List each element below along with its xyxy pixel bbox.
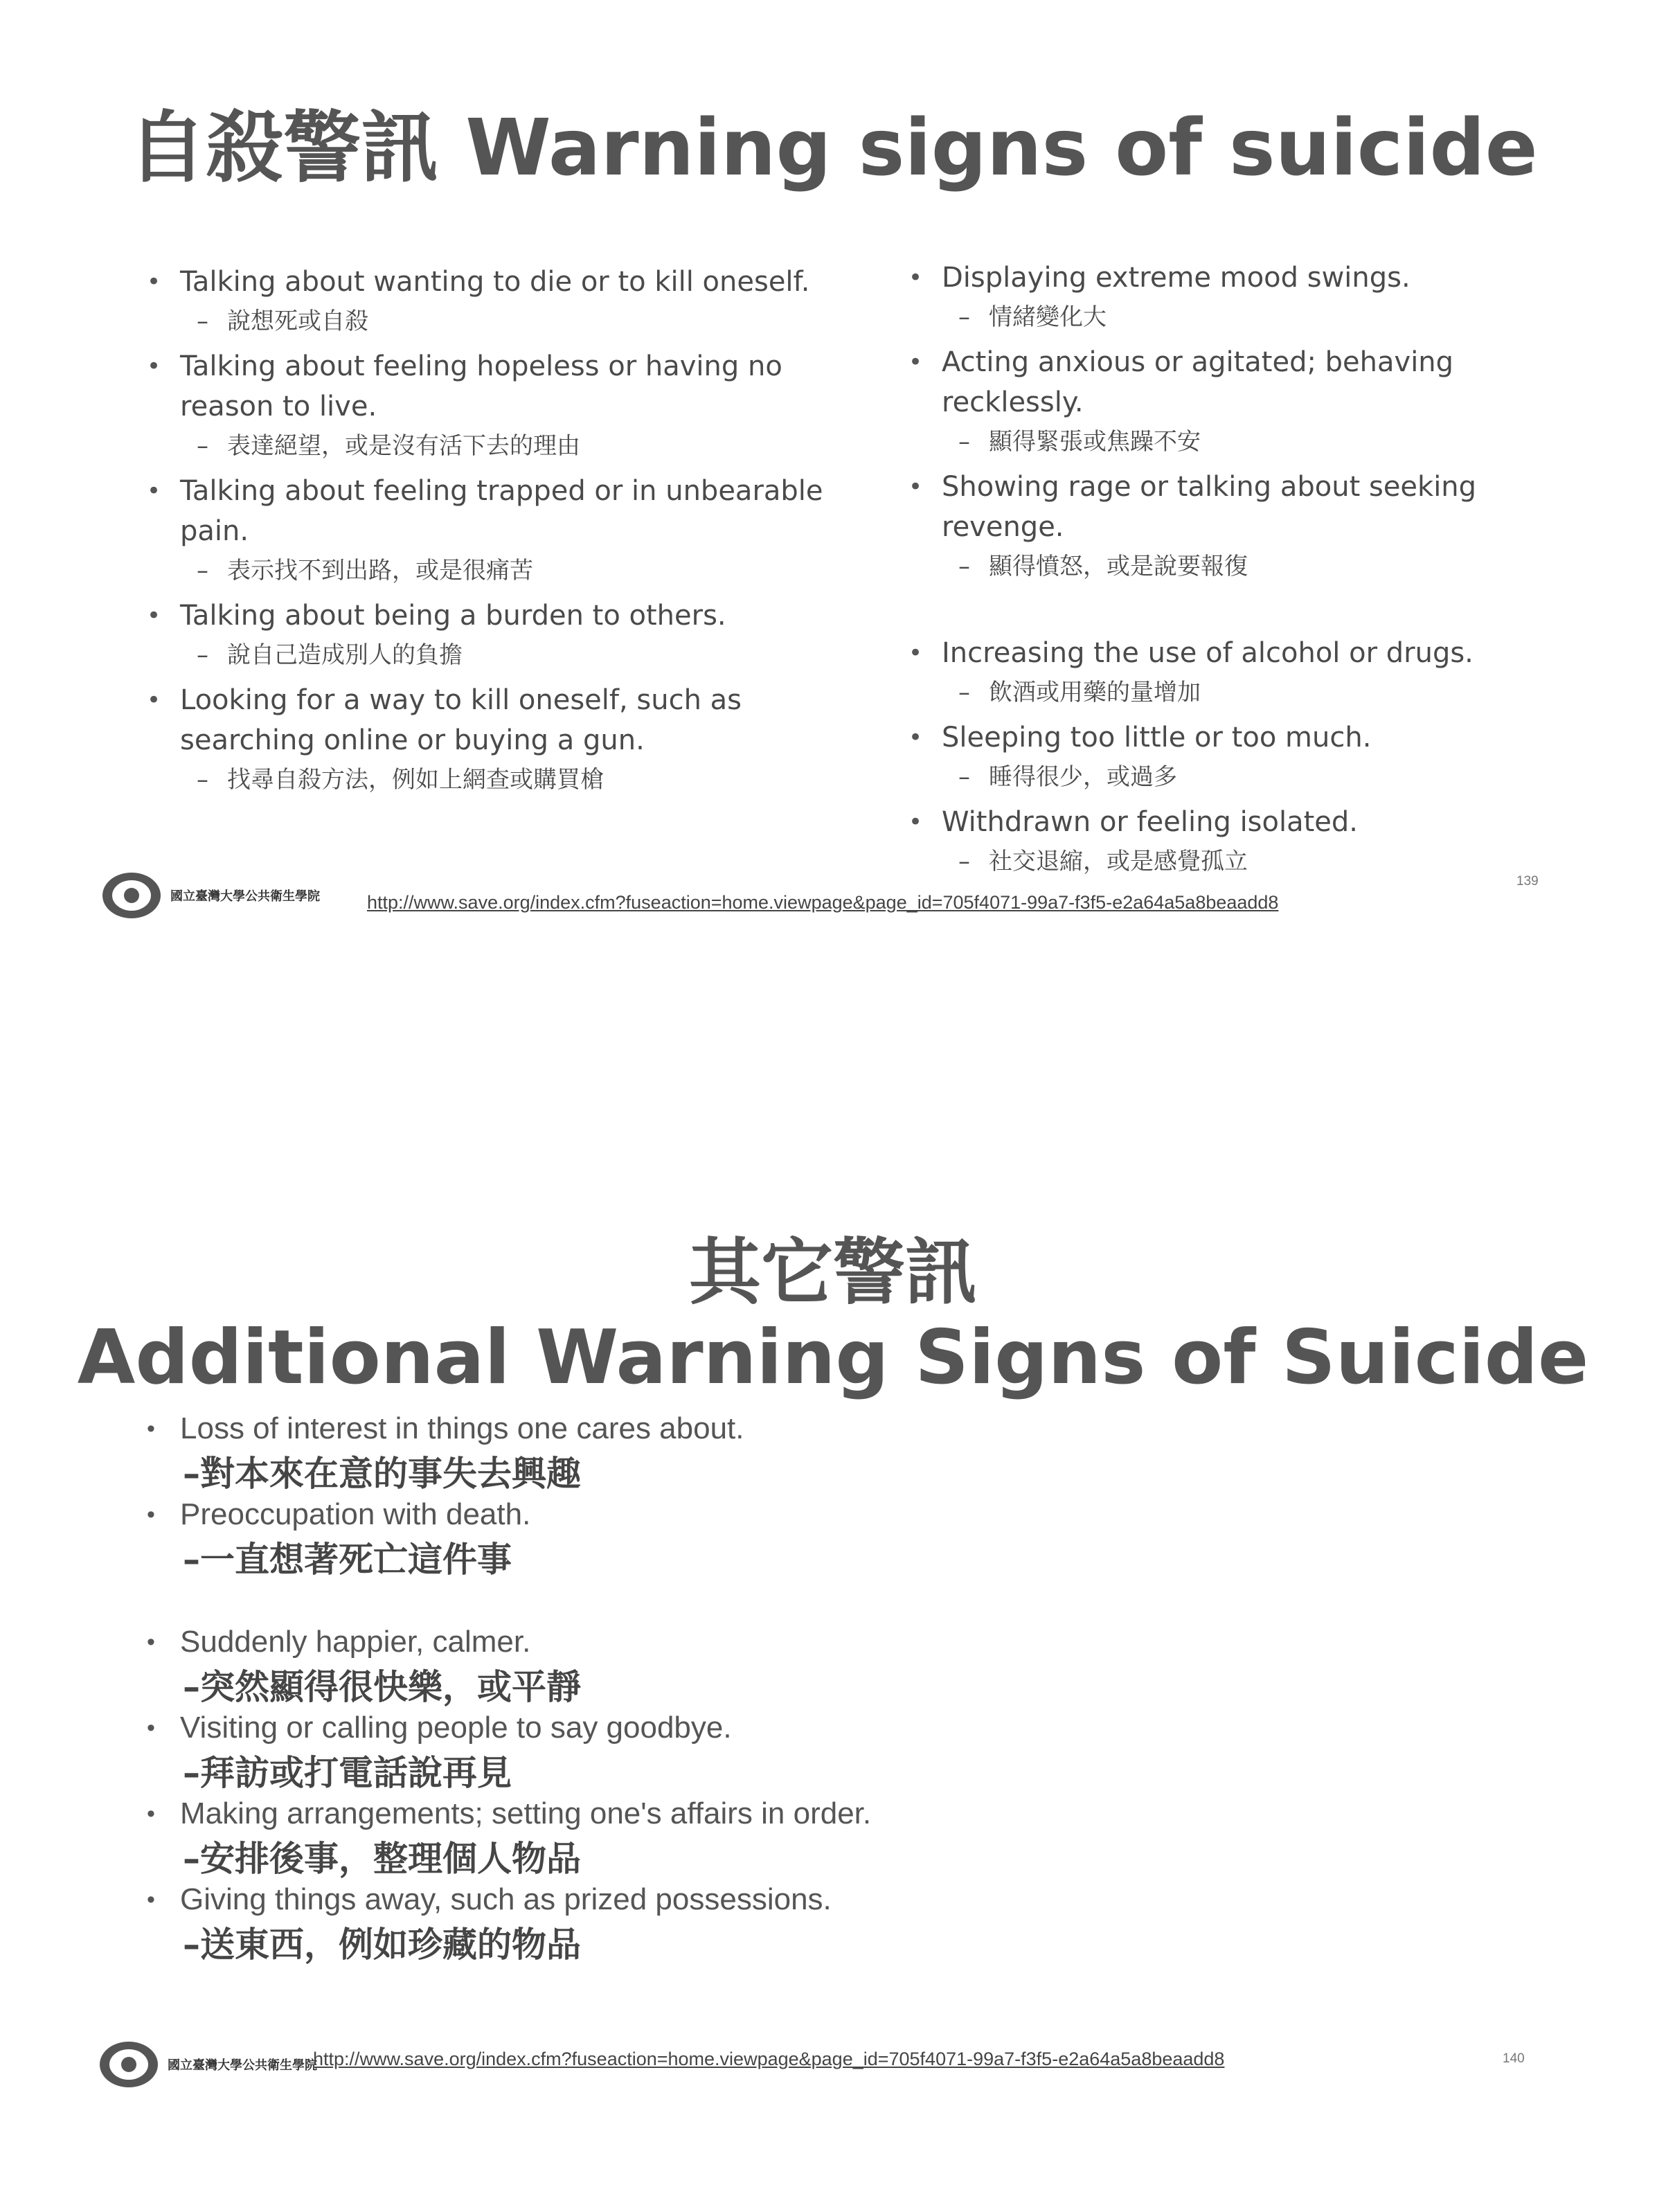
item-english: • Showing rage or talking about seeking revenge. — [908, 467, 1510, 547]
item-english: • Displaying extreme mood swings. — [908, 258, 1532, 298]
item-english: • Talking about wanting to die or to kill oneself. — [147, 262, 839, 302]
item-chinese: – 飲酒或用藥的量增加 — [958, 679, 1201, 706]
item-english: • Preoccupation with death. — [147, 1493, 1462, 1536]
slide-title-chinese: 其它警訊 — [688, 1230, 977, 1314]
slide-140 — [0, 1108, 1666, 2188]
page-number: 140 — [1503, 2051, 1525, 2066]
list-item — [147, 1621, 1462, 1711]
item-chinese: – 情緒變化大 — [958, 303, 1107, 331]
list-item — [908, 802, 1532, 881]
item-english: • Suddenly happier, calmer. — [147, 1621, 1462, 1664]
list-item — [908, 633, 1532, 712]
item-chinese: –突然顯得很快樂，或平靜 — [183, 1667, 581, 1707]
slide-139 — [0, 0, 1666, 970]
seal-icon — [100, 2042, 158, 2087]
item-chinese: – 社交退縮，或是感覺孤立 — [958, 848, 1248, 875]
item-english: • Talking about feeling trapped or in unbearable pain. — [147, 471, 845, 551]
item-english: • Making arrangements; setting one's affairs in order. — [147, 1792, 1462, 1835]
list-item — [147, 596, 839, 675]
item-english: • Sleeping too little or too much. — [908, 717, 1532, 758]
list-item — [147, 680, 839, 799]
item-chinese: – 顯得憤怒，或是說要報復 — [958, 553, 1248, 580]
slide-title-english: Additional Warning Signs of Suicide — [77, 1314, 1589, 1401]
item-chinese: – 顯得緊張或焦躁不安 — [958, 428, 1201, 456]
item-chinese: –安排後事，整理個人物品 — [183, 1839, 581, 1879]
list-item — [908, 258, 1532, 337]
item-english: • Visiting or calling people to say goodbye. — [147, 1706, 1462, 1749]
list-item — [147, 262, 839, 341]
item-chinese: – 說自己造成別人的負擔 — [197, 641, 463, 669]
logo-text: 國立臺灣大學公共衛生學院 — [170, 889, 320, 904]
left-column — [147, 262, 839, 799]
item-english: • Acting anxious or agitated; behaving recklessly. — [908, 342, 1482, 422]
page-number: 139 — [1516, 874, 1539, 889]
list-item — [147, 1878, 1462, 1968]
source-link[interactable]: http://www.save.org/index.cfm?fuseaction=home.viewpage&page_id=705f4071-99a7-f3f5-e2a64a5a8beaadd8 — [367, 892, 1279, 913]
item-chinese: – 睡得很少，或過多 — [958, 763, 1177, 791]
list-item — [147, 1493, 1462, 1583]
logo-text: 國立臺灣大學公共衛生學院 — [168, 2058, 317, 2073]
list-item — [147, 346, 839, 465]
list-item — [147, 1407, 1462, 1497]
source-link[interactable]: http://www.save.org/index.cfm?fuseaction=home.viewpage&page_id=705f4071-99a7-f3f5-e2a64a5a8beaadd8 — [313, 2049, 1225, 2069]
item-chinese: – 說想死或自殺 — [197, 307, 368, 335]
item-english: • Talking about being a burden to others. — [147, 596, 839, 636]
item-english: • Withdrawn or feeling isolated. — [908, 802, 1532, 842]
list-item — [908, 342, 1532, 461]
item-chinese: –一直想著死亡這件事 — [183, 1540, 512, 1580]
slide-title: 自殺警訊 Warning signs of suicide — [128, 103, 1538, 193]
item-chinese: –送東西，例如珍藏的物品 — [183, 1925, 581, 1965]
list-item — [147, 1706, 1462, 1796]
list-item — [908, 717, 1532, 796]
warning-list — [147, 1407, 1462, 1968]
item-chinese: –對本來在意的事失去興趣 — [183, 1454, 581, 1494]
item-english: • Loss of interest in things one cares about. — [147, 1407, 1462, 1450]
item-english: • Giving things away, such as prized possessions. — [147, 1878, 1462, 1921]
item-chinese: – 表達絕望，或是沒有活下去的理由 — [197, 432, 580, 460]
item-chinese: – 表示找不到出路，或是很痛苦 — [197, 557, 533, 585]
list-item — [147, 471, 839, 590]
list-item — [908, 467, 1532, 586]
item-chinese: –拜訪或打電話說再見 — [183, 1753, 512, 1793]
item-english: • Talking about feeling hopeless or having no reason to live. — [147, 346, 789, 427]
item-english: • Looking for a way to kill oneself, such as searching online or buying a gun. — [147, 680, 769, 760]
seal-icon — [102, 873, 161, 918]
list-item — [147, 1792, 1462, 1882]
item-chinese: – 找尋自殺方法，例如上網查或購買槍 — [197, 766, 604, 794]
right-column — [908, 258, 1532, 881]
university-logo — [102, 873, 320, 918]
university-logo — [100, 2042, 317, 2087]
item-english: • Increasing the use of alcohol or drugs. — [908, 633, 1532, 673]
